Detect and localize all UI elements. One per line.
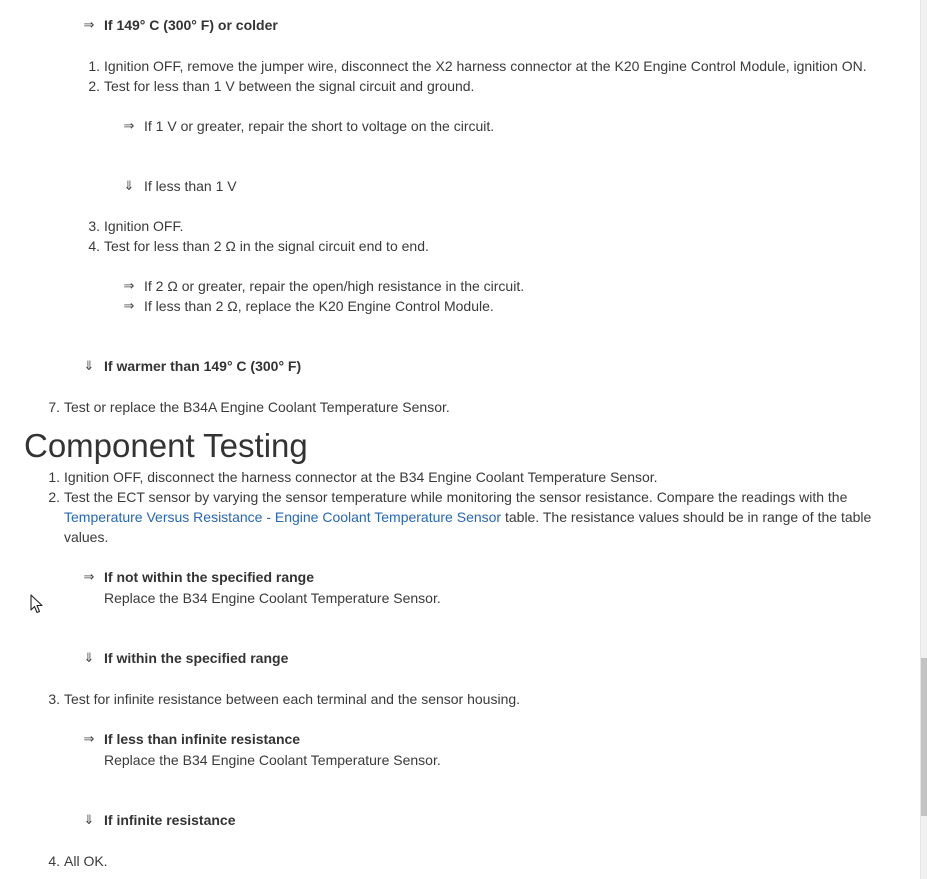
temperature-resistance-table-link[interactable]: Temperature Versus Resistance - Engine Coolant Temperature Sensor: [64, 509, 502, 525]
result-text: If less than 1 V: [144, 178, 237, 194]
right-arrow-icon: ⇒: [83, 17, 95, 32]
down-arrow-icon: ⇓: [83, 358, 95, 373]
step-text: Ignition OFF.: [104, 218, 184, 234]
step-number: 2.: [48, 489, 60, 505]
step-number: 4.: [48, 853, 60, 869]
action-text: Replace the B34 Engine Coolant Temperature Sensor.: [104, 752, 441, 768]
step-text: Ignition OFF, disconnect the harness connector at the B34 Engine Coolant Temperature Sensor.: [64, 469, 658, 485]
result-text: If less than 2 Ω, replace the K20 Engine Control Module.: [144, 298, 494, 314]
right-arrow-icon: ⇒: [123, 298, 135, 313]
step-number: 4.: [88, 238, 100, 254]
step-text: All OK.: [64, 853, 108, 869]
condition-within: If within the specified range: [104, 650, 289, 666]
right-arrow-icon: ⇒: [83, 731, 95, 746]
right-arrow-icon: ⇒: [123, 278, 135, 293]
step-text: Test for less than 1 V between the signal circuit and ground.: [104, 78, 475, 94]
condition-cold: If 149° C (300° F) or colder: [104, 17, 278, 33]
down-arrow-icon: ⇓: [123, 178, 135, 193]
condition-less-infinite: If less than infinite resistance: [104, 731, 301, 747]
section-heading: Component Testing: [24, 427, 308, 464]
step-text: Test for infinite resistance between each terminal and the sensor housing.: [64, 691, 521, 707]
down-arrow-icon: ⇓: [83, 650, 95, 665]
scrollbar-thumb[interactable]: [921, 658, 927, 816]
step-number: 3.: [48, 691, 60, 707]
result-text: If 2 Ω or greater, repair the open/high resistance in the circuit.: [144, 278, 525, 294]
step-number: 2.: [88, 78, 100, 94]
right-arrow-icon: ⇒: [83, 569, 95, 584]
step-text-line: [64, 507, 871, 527]
step-text-continued: table. The resistance values should be in range of the table: [501, 509, 872, 525]
step-number: 1.: [88, 58, 100, 74]
result-text: If 1 V or greater, repair the short to voltage on the circuit.: [144, 118, 495, 134]
condition-warm: If warmer than 149° C (300° F): [104, 358, 302, 374]
step-number: 1.: [48, 469, 60, 485]
step-number: 7.: [48, 399, 60, 415]
step-text-line: values.: [64, 529, 109, 545]
action-text: Replace the B34 Engine Coolant Temperature Sensor.: [104, 590, 441, 606]
step-text: Test for less than 2 Ω in the signal circuit end to end.: [104, 238, 429, 254]
condition-not-within: If not within the specified range: [104, 569, 315, 585]
step-number: 3.: [88, 218, 100, 234]
mouse-cursor-icon: [30, 594, 44, 614]
step-text: Test the ECT sensor by varying the sensor temperature while monitoring the sensor resistance. Compare the readings with the: [64, 489, 848, 505]
right-arrow-icon: ⇒: [123, 118, 135, 133]
step-text: Test or replace the B34A Engine Coolant Temperature Sensor.: [64, 399, 450, 415]
step-text: Ignition OFF, remove the jumper wire, disconnect the X2 harness connector at the K20 Engine Control Module, ignition ON.: [104, 58, 867, 74]
condition-infinite: If infinite resistance: [104, 812, 236, 828]
down-arrow-icon: ⇓: [83, 812, 95, 827]
